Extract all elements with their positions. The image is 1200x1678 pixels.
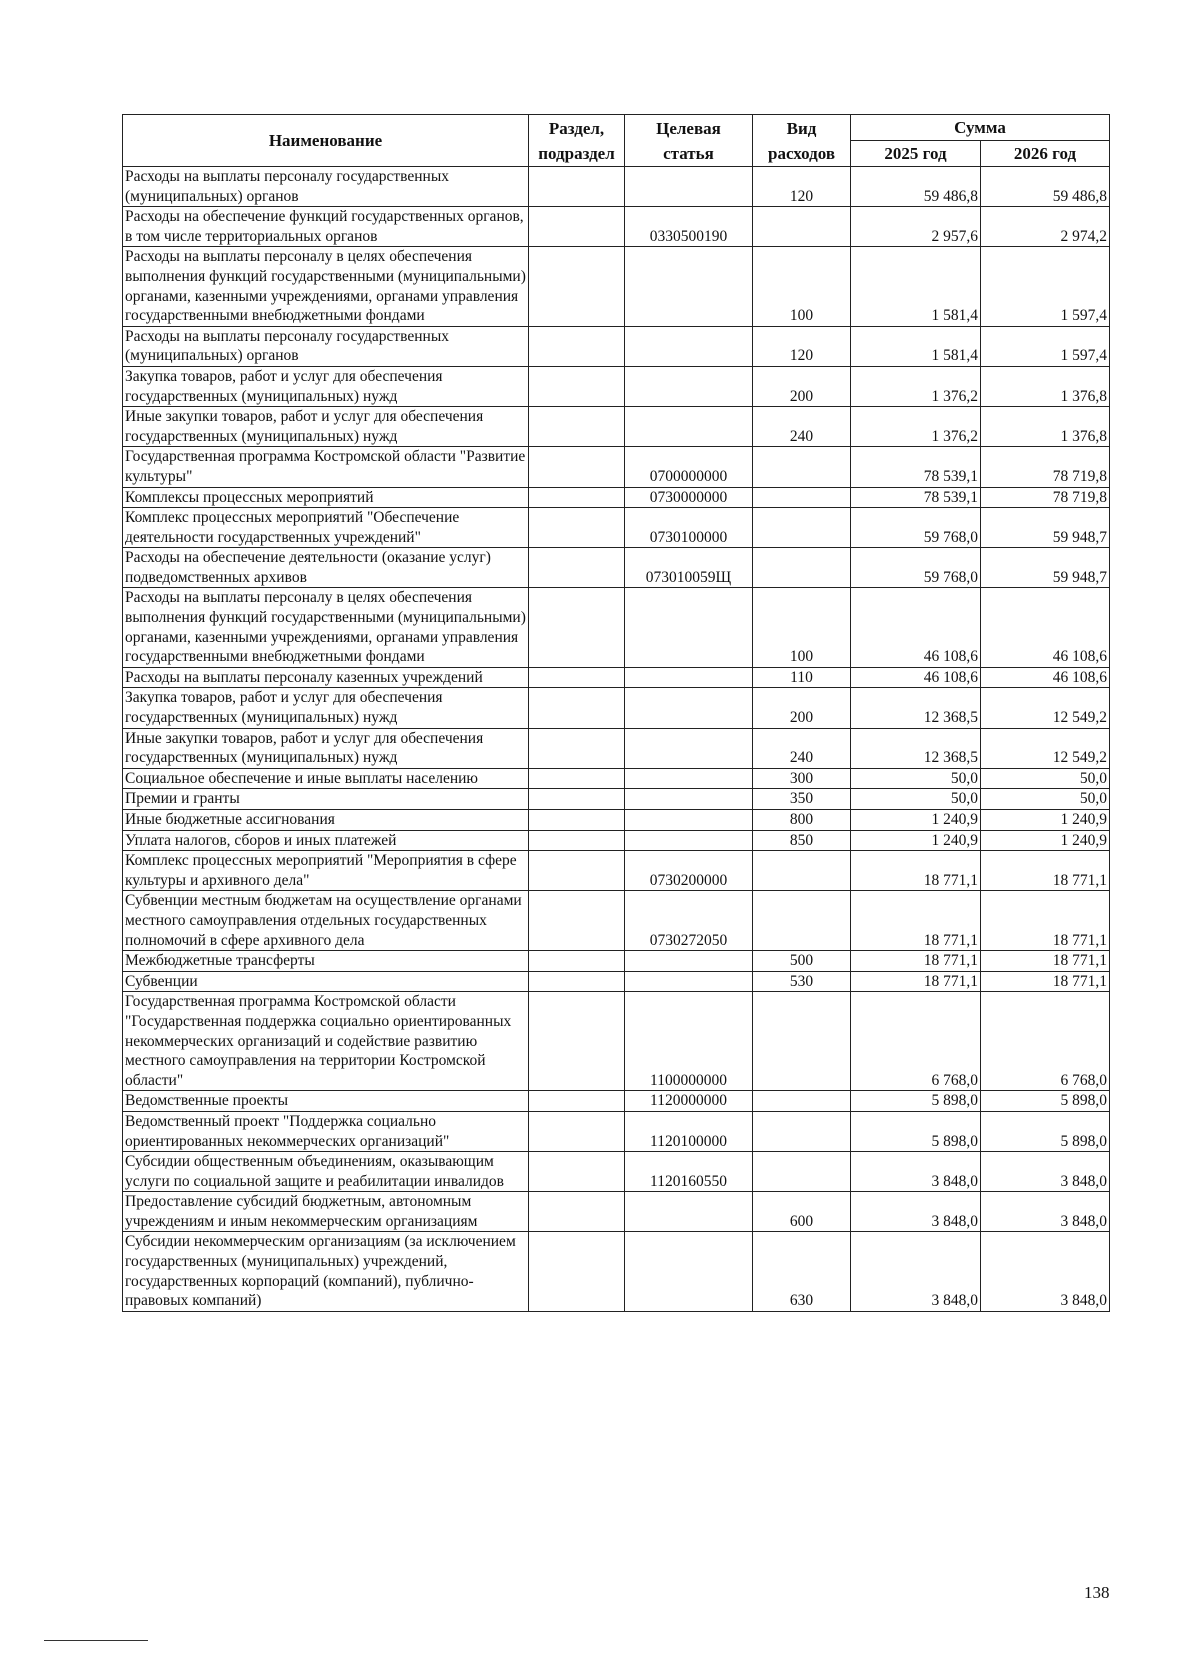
cell-target [625, 326, 753, 366]
table-row [123, 1192, 1110, 1232]
cell-section [529, 768, 625, 789]
cell-name: Расходы на выплаты персоналу казенных учреждений [123, 667, 529, 688]
cell-vid: 120 [753, 326, 851, 366]
cell-name: Расходы на выплаты персоналу в целях обеспечения выполнения функций государственными (муниципальными) органами, казенными учреждениями, органами управления государственными внебюджетными фондами [123, 588, 529, 667]
cell-vid [753, 992, 851, 1091]
cell-vid [753, 891, 851, 951]
cell-name: Субвенции [123, 971, 529, 992]
cell-y2026: 78 719,8 [981, 487, 1110, 508]
cell-target [625, 588, 753, 667]
cell-y2026: 18 771,1 [981, 951, 1110, 972]
cell-target [625, 407, 753, 447]
cell-y2026: 1 376,8 [981, 366, 1110, 406]
table-row [123, 891, 1110, 951]
table-row [123, 487, 1110, 508]
cell-y2025: 1 376,2 [851, 407, 981, 447]
cell-target [625, 688, 753, 728]
cell-y2026: 1 376,8 [981, 407, 1110, 447]
cell-y2026: 50,0 [981, 768, 1110, 789]
cell-vid: 800 [753, 810, 851, 831]
cell-y2026: 18 771,1 [981, 971, 1110, 992]
cell-vid: 630 [753, 1232, 851, 1311]
cell-name: Субсидии некоммерческим организациям (за исключением государственных (муниципальных) учреждений, государственных корпораций (компаний), публично-правовых компаний) [123, 1232, 529, 1311]
cell-name: Уплата налогов, сборов и иных платежей [123, 830, 529, 851]
cell-y2026: 5 898,0 [981, 1111, 1110, 1151]
cell-target: 0730200000 [625, 851, 753, 891]
cell-section [529, 728, 625, 768]
cell-section [529, 667, 625, 688]
cell-y2025: 1 581,4 [851, 247, 981, 326]
header-sum: Сумма [851, 115, 1110, 141]
cell-vid [753, 447, 851, 487]
cell-y2026: 18 771,1 [981, 851, 1110, 891]
cell-y2026: 3 848,0 [981, 1152, 1110, 1192]
cell-target: 073010059Щ [625, 548, 753, 588]
cell-name: Расходы на обеспечение функций государственных органов, в том числе территориальных органов [123, 207, 529, 247]
cell-section [529, 487, 625, 508]
cell-section [529, 891, 625, 951]
cell-vid: 100 [753, 247, 851, 326]
cell-target [625, 247, 753, 326]
cell-vid [753, 1091, 851, 1112]
cell-y2025: 18 771,1 [851, 971, 981, 992]
cell-y2026: 1 240,9 [981, 810, 1110, 831]
table-row [123, 247, 1110, 326]
cell-section [529, 247, 625, 326]
cell-name: Комплекс процессных мероприятий "Мероприятия в сфере культуры и архивного дела" [123, 851, 529, 891]
cell-vid [753, 207, 851, 247]
header-section: Раздел, подраздел [529, 115, 625, 167]
cell-name: Расходы на выплаты персоналу государственных (муниципальных) органов [123, 167, 529, 207]
cell-section [529, 810, 625, 831]
cell-y2026: 59 948,7 [981, 508, 1110, 548]
cell-section [529, 588, 625, 667]
cell-y2026: 1 597,4 [981, 326, 1110, 366]
cell-name: Субвенции местным бюджетам на осуществление органами местного самоуправления отдельных государственных полномочий в сфере архивного дела [123, 891, 529, 951]
cell-y2025: 5 898,0 [851, 1111, 981, 1151]
cell-section [529, 992, 625, 1091]
cell-y2026: 59 948,7 [981, 548, 1110, 588]
cell-y2025: 5 898,0 [851, 1091, 981, 1112]
cell-section [529, 851, 625, 891]
cell-section [529, 407, 625, 447]
cell-y2026: 12 549,2 [981, 728, 1110, 768]
table-row [123, 326, 1110, 366]
cell-name: Иные закупки товаров, работ и услуг для обеспечения государственных (муниципальных) нужд [123, 407, 529, 447]
cell-target [625, 810, 753, 831]
cell-name: Государственная программа Костромской области "Государственная поддержка социально ориентированных некоммерческих организаций и содействие развитию местного самоуправления на территории Костромской области" [123, 992, 529, 1091]
cell-y2026: 18 771,1 [981, 891, 1110, 951]
table-row [123, 830, 1110, 851]
table-row [123, 1111, 1110, 1151]
cell-target [625, 167, 753, 207]
budget-table [122, 114, 1110, 1312]
cell-y2025: 78 539,1 [851, 447, 981, 487]
cell-y2026: 1 240,9 [981, 830, 1110, 851]
cell-section [529, 830, 625, 851]
cell-y2025: 3 848,0 [851, 1192, 981, 1232]
cell-vid: 850 [753, 830, 851, 851]
cell-y2025: 59 486,8 [851, 167, 981, 207]
cell-section [529, 167, 625, 207]
cell-y2025: 3 848,0 [851, 1152, 981, 1192]
cell-y2026: 78 719,8 [981, 447, 1110, 487]
cell-name: Ведомственные проекты [123, 1091, 529, 1112]
cell-vid: 110 [753, 667, 851, 688]
cell-y2025: 59 768,0 [851, 548, 981, 588]
cell-vid: 530 [753, 971, 851, 992]
cell-name: Иные бюджетные ассигнования [123, 810, 529, 831]
table-row [123, 588, 1110, 667]
cell-y2025: 6 768,0 [851, 992, 981, 1091]
cell-y2026: 3 848,0 [981, 1192, 1110, 1232]
table-row [123, 851, 1110, 891]
cell-y2025: 1 240,9 [851, 830, 981, 851]
cell-vid: 240 [753, 728, 851, 768]
cell-section [529, 1152, 625, 1192]
cell-target [625, 667, 753, 688]
cell-vid [753, 548, 851, 588]
table-row [123, 447, 1110, 487]
cell-target [625, 830, 753, 851]
cell-target [625, 1232, 753, 1311]
cell-name: Премии и гранты [123, 789, 529, 810]
table-row [123, 207, 1110, 247]
cell-target [625, 971, 753, 992]
cell-vid [753, 851, 851, 891]
cell-y2026: 46 108,6 [981, 667, 1110, 688]
cell-name: Ведомственный проект "Поддержка социально ориентированных некоммерческих организаций" [123, 1111, 529, 1151]
table-row [123, 992, 1110, 1091]
cell-section [529, 1232, 625, 1311]
header-name: Наименование [123, 115, 529, 167]
cell-y2025: 18 771,1 [851, 951, 981, 972]
cell-y2026: 50,0 [981, 789, 1110, 810]
table-row [123, 508, 1110, 548]
table-body [123, 167, 1110, 1312]
cell-y2025: 78 539,1 [851, 487, 981, 508]
cell-section [529, 951, 625, 972]
cell-y2025: 18 771,1 [851, 891, 981, 951]
table-row [123, 1232, 1110, 1311]
cell-vid [753, 487, 851, 508]
table-row [123, 728, 1110, 768]
cell-section [529, 508, 625, 548]
cell-y2025: 12 368,5 [851, 728, 981, 768]
cell-target [625, 951, 753, 972]
page-number: 138 [1084, 1583, 1110, 1602]
cell-y2025: 50,0 [851, 768, 981, 789]
cell-name: Субсидии общественным объединениям, оказывающим услуги по социальной защите и реабилитации инвалидов [123, 1152, 529, 1192]
cell-target: 1100000000 [625, 992, 753, 1091]
cell-vid: 200 [753, 688, 851, 728]
cell-name: Расходы на выплаты персоналу государственных (муниципальных) органов [123, 326, 529, 366]
table-row [123, 548, 1110, 588]
cell-y2025: 50,0 [851, 789, 981, 810]
cell-vid [753, 1152, 851, 1192]
cell-name: Закупка товаров, работ и услуг для обеспечения государственных (муниципальных) нужд [123, 688, 529, 728]
cell-vid: 240 [753, 407, 851, 447]
cell-section [529, 1111, 625, 1151]
table-row [123, 810, 1110, 831]
header-2026: 2026 год [981, 141, 1110, 167]
cell-vid: 350 [753, 789, 851, 810]
cell-vid: 600 [753, 1192, 851, 1232]
cell-name: Расходы на обеспечение деятельности (оказание услуг) подведомственных архивов [123, 548, 529, 588]
cell-y2025: 46 108,6 [851, 588, 981, 667]
cell-name: Комплексы процессных мероприятий [123, 487, 529, 508]
cell-y2026: 12 549,2 [981, 688, 1110, 728]
cell-section [529, 1091, 625, 1112]
cell-section [529, 326, 625, 366]
cell-target [625, 1192, 753, 1232]
cell-y2025: 1 581,4 [851, 326, 981, 366]
header-2025: 2025 год [851, 141, 981, 167]
cell-vid [753, 508, 851, 548]
cell-section [529, 789, 625, 810]
table-header [123, 115, 1110, 167]
cell-target [625, 789, 753, 810]
cell-section [529, 971, 625, 992]
cell-y2026: 46 108,6 [981, 588, 1110, 667]
cell-target [625, 728, 753, 768]
cell-y2026: 5 898,0 [981, 1091, 1110, 1112]
cell-target: 1120160550 [625, 1152, 753, 1192]
table-row [123, 768, 1110, 789]
cell-y2026: 59 486,8 [981, 167, 1110, 207]
cell-name: Межбюджетные трансферты [123, 951, 529, 972]
cell-target: 0700000000 [625, 447, 753, 487]
cell-y2026: 1 597,4 [981, 247, 1110, 326]
cell-name: Иные закупки товаров, работ и услуг для обеспечения государственных (муниципальных) нужд [123, 728, 529, 768]
cell-name: Расходы на выплаты персоналу в целях обеспечения выполнения функций государственными (муниципальными) органами, казенными учреждениями, органами управления государственными внебюджетными фондами [123, 247, 529, 326]
table-row [123, 667, 1110, 688]
footer-divider [44, 1640, 148, 1641]
cell-y2025: 18 771,1 [851, 851, 981, 891]
cell-y2026: 3 848,0 [981, 1232, 1110, 1311]
cell-y2025: 12 368,5 [851, 688, 981, 728]
cell-target: 1120000000 [625, 1091, 753, 1112]
cell-name: Социальное обеспечение и иные выплаты населению [123, 768, 529, 789]
cell-section [529, 548, 625, 588]
table-row [123, 167, 1110, 207]
cell-name: Закупка товаров, работ и услуг для обеспечения государственных (муниципальных) нужд [123, 366, 529, 406]
table-row [123, 1152, 1110, 1192]
table-row [123, 688, 1110, 728]
cell-vid: 300 [753, 768, 851, 789]
table-row [123, 1091, 1110, 1112]
cell-target: 0730100000 [625, 508, 753, 548]
table-row [123, 407, 1110, 447]
cell-name: Государственная программа Костромской области "Развитие культуры" [123, 447, 529, 487]
table-row [123, 789, 1110, 810]
cell-y2025: 3 848,0 [851, 1232, 981, 1311]
cell-vid [753, 1111, 851, 1151]
cell-target: 0730272050 [625, 891, 753, 951]
table-row [123, 971, 1110, 992]
cell-name: Комплекс процессных мероприятий "Обеспечение деятельности государственных учреждений" [123, 508, 529, 548]
cell-y2025: 2 957,6 [851, 207, 981, 247]
cell-vid: 100 [753, 588, 851, 667]
cell-target: 0330500190 [625, 207, 753, 247]
cell-section [529, 366, 625, 406]
cell-y2026: 6 768,0 [981, 992, 1110, 1091]
cell-section [529, 1192, 625, 1232]
cell-y2025: 1 240,9 [851, 810, 981, 831]
cell-y2026: 2 974,2 [981, 207, 1110, 247]
cell-vid: 500 [753, 951, 851, 972]
header-target: Целевая статья [625, 115, 753, 167]
table-row [123, 366, 1110, 406]
cell-vid: 200 [753, 366, 851, 406]
cell-y2025: 1 376,2 [851, 366, 981, 406]
cell-target [625, 366, 753, 406]
cell-section [529, 688, 625, 728]
table-row [123, 951, 1110, 972]
cell-target: 0730000000 [625, 487, 753, 508]
cell-target: 1120100000 [625, 1111, 753, 1151]
cell-name: Предоставление субсидий бюджетным, автономным учреждениям и иным некоммерческим организациям [123, 1192, 529, 1232]
cell-y2025: 59 768,0 [851, 508, 981, 548]
cell-section [529, 447, 625, 487]
header-vid: Вид расходов [753, 115, 851, 167]
cell-section [529, 207, 625, 247]
cell-target [625, 768, 753, 789]
cell-vid: 120 [753, 167, 851, 207]
cell-y2025: 46 108,6 [851, 667, 981, 688]
